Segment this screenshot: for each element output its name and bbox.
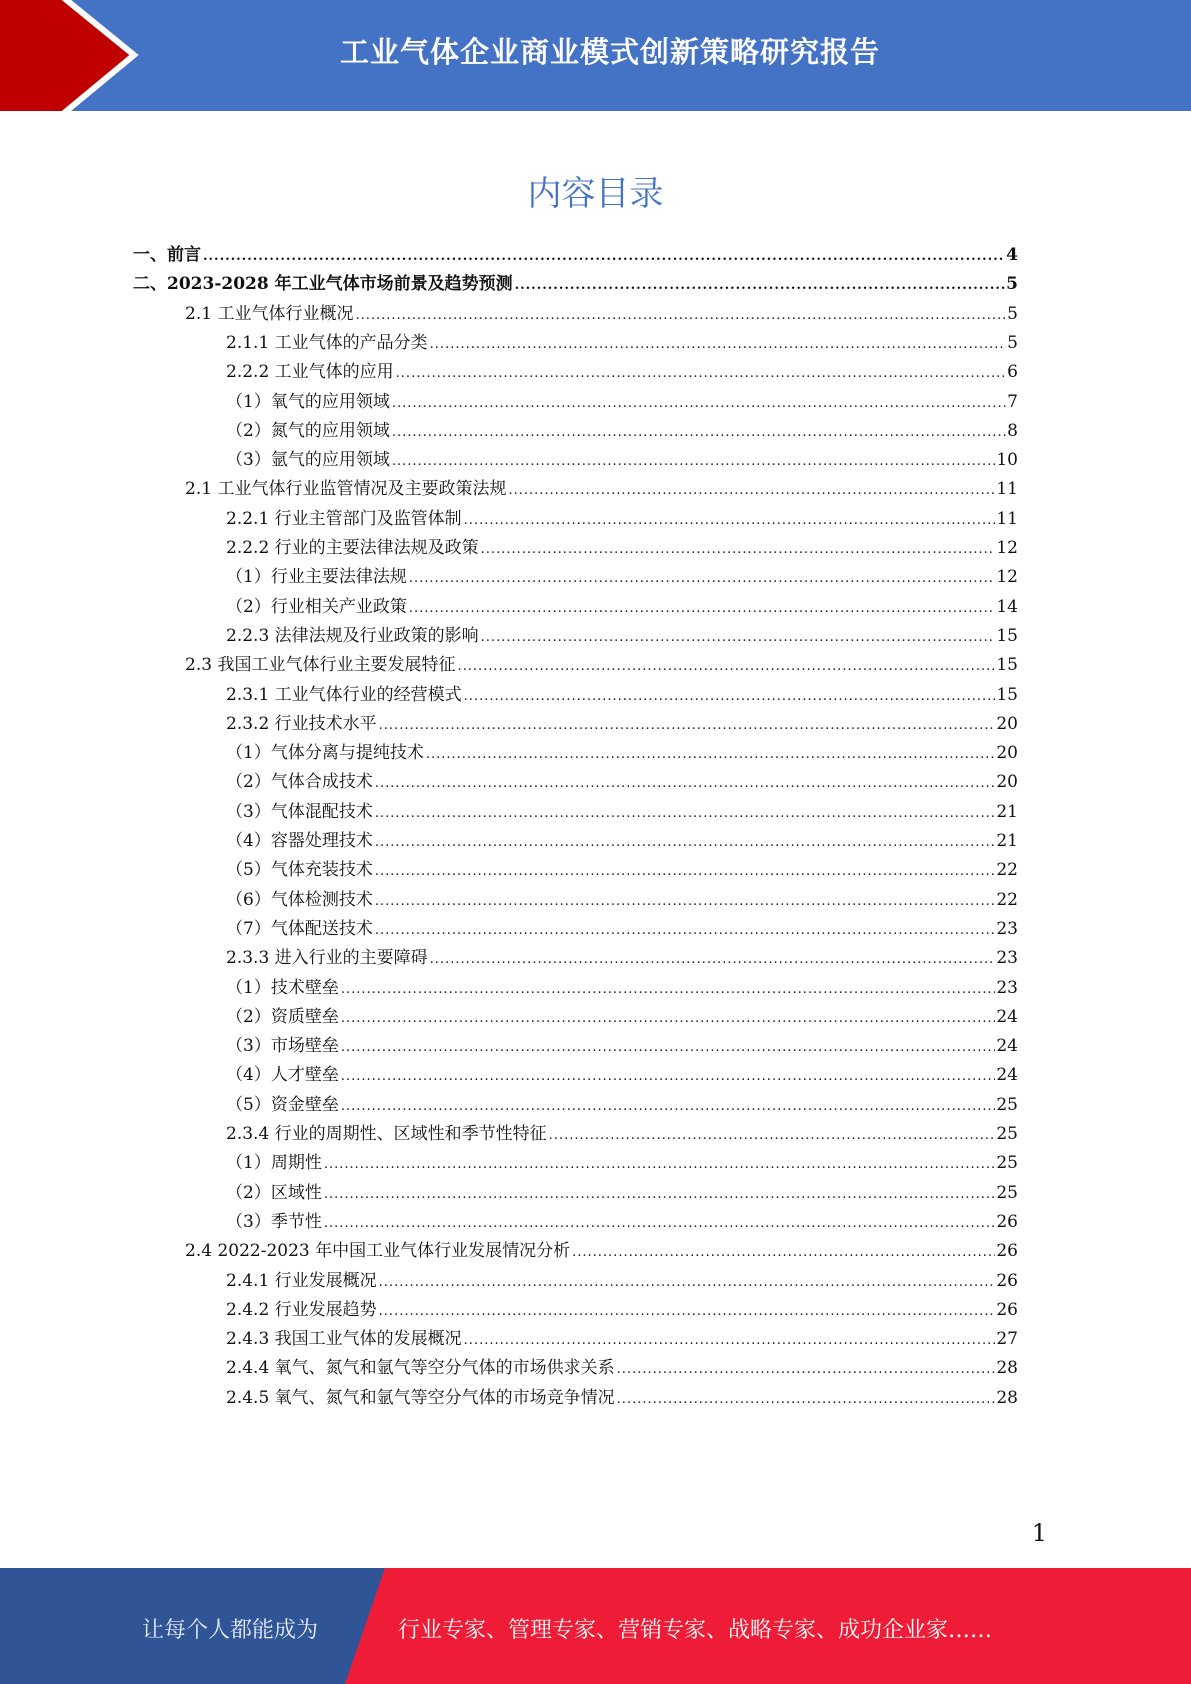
toc-entry[interactable] (226, 943, 1018, 972)
toc-entry-label: （3）季节性 (226, 1211, 322, 1232)
toc-entry[interactable] (226, 621, 1018, 650)
toc-entry-label: 2.4.3 我国工业气体的发展概况 (226, 1329, 462, 1350)
toc-entry[interactable] (226, 1031, 1018, 1060)
toc-entry-label: 2.1.1 工业气体的产品分类 (226, 332, 428, 353)
toc-entry[interactable] (226, 533, 1018, 562)
toc-entry-page: 15 (996, 655, 1018, 676)
leader-dots (375, 923, 996, 938)
toc-entry[interactable] (226, 1178, 1018, 1207)
toc-entry[interactable] (226, 826, 1018, 855)
leader-dots (375, 806, 996, 821)
toc-entry[interactable] (185, 1236, 1018, 1265)
toc-entry-page: 23 (996, 948, 1018, 969)
toc-entry-label: 2.3.1 工业气体行业的经营模式 (226, 684, 462, 705)
toc-entry-label: （1）周期性 (226, 1153, 322, 1174)
toc-entry-page: 25 (996, 1124, 1018, 1144)
toc-entry-page: 21 (996, 831, 1018, 851)
toc-entry[interactable] (133, 240, 1018, 269)
toc-entry-page: 5 (1006, 274, 1018, 295)
toc-entry-page: 6 (1007, 362, 1018, 383)
toc-entry-label: 2.4.1 行业发展概况 (226, 1270, 377, 1291)
toc-entry-page: 4 (1006, 245, 1018, 265)
toc-entry[interactable] (226, 1207, 1018, 1236)
toc-entry-label: （2）氮气的应用领域 (226, 420, 390, 441)
toc-entry-page: 26 (996, 1270, 1018, 1291)
leader-dots (324, 1216, 996, 1231)
toc-entry[interactable] (226, 914, 1018, 943)
leader-dots (572, 1245, 995, 1260)
toc-entry-page: 28 (996, 1387, 1018, 1408)
toc-entry[interactable] (226, 1353, 1018, 1382)
toc-entry-label: （2）行业相关产业政策 (226, 596, 407, 617)
toc-entry-page: 20 (996, 743, 1018, 764)
toc-entry[interactable] (226, 738, 1018, 767)
toc-entry[interactable] (226, 885, 1018, 914)
toc-entry-label: 2.3 我国工业气体行业主要发展特征 (185, 655, 456, 676)
leader-dots (549, 1128, 996, 1143)
toc-entry[interactable] (226, 709, 1018, 738)
toc-entry-label: 2.3.4 行业的周期性、区域性和季节性特征 (226, 1124, 547, 1144)
leader-dots (464, 689, 996, 704)
toc-entry-label: （4）容器处理技术 (226, 831, 373, 851)
toc-entry[interactable] (226, 1060, 1018, 1089)
leader-dots (379, 1275, 996, 1290)
toc-entry-page: 25 (996, 1094, 1018, 1115)
leader-dots (375, 776, 996, 791)
toc-entry-page: 24 (996, 1006, 1018, 1027)
toc-entry[interactable] (226, 592, 1018, 621)
leader-dots (396, 366, 1007, 381)
toc-entry-page: 5 (1007, 303, 1018, 324)
toc-entry-page: 15 (996, 625, 1018, 646)
toc-entry-label: 2.4 2022-2023 年中国工业气体行业发展情况分析 (185, 1241, 571, 1262)
leader-dots (617, 1392, 996, 1407)
toc-entry[interactable] (226, 973, 1018, 1002)
leader-dots (341, 1099, 996, 1114)
leader-dots (430, 337, 1007, 352)
toc-entry[interactable] (226, 1295, 1018, 1324)
leader-dots (515, 278, 1006, 293)
toc-entry[interactable] (226, 562, 1018, 591)
toc-title: 内容目录 (527, 174, 664, 214)
toc-entry[interactable] (226, 1148, 1018, 1177)
toc-entry-label: 2.2.2 工业气体的应用 (226, 362, 394, 383)
toc-entry-label: 2.3.3 进入行业的主要障碍 (226, 948, 428, 969)
toc-entry-page: 12 (996, 567, 1018, 588)
leader-dots (508, 483, 995, 498)
toc-entry-page: 26 (996, 1211, 1018, 1232)
toc-entry-label: （6）气体检测技术 (226, 889, 373, 910)
leader-dots (355, 308, 1006, 323)
toc-entry-label: 二、2023-2028 年工业气体市场前景及趋势预测 (133, 274, 513, 295)
leader-dots (464, 1333, 996, 1348)
toc-entry-label: 一、前言 (133, 245, 201, 265)
toc-entry-page: 21 (996, 801, 1018, 822)
toc-entry-label: 2.3.2 行业技术水平 (226, 713, 377, 734)
toc-entry[interactable] (226, 1324, 1018, 1353)
toc-entry-label: （1）技术壁垒 (226, 977, 339, 998)
toc-entry[interactable] (133, 269, 1018, 298)
toc-entry-page: 10 (996, 450, 1018, 471)
leader-dots (375, 864, 996, 879)
toc-entry-page: 11 (996, 479, 1018, 500)
leader-dots (617, 1362, 996, 1377)
toc-entry-page: 20 (996, 713, 1018, 734)
toc-entry-page: 23 (996, 918, 1018, 939)
toc-entry-page: 25 (996, 1182, 1018, 1203)
toc-entry-label: （5）资金壁垒 (226, 1094, 339, 1115)
leader-dots (379, 1304, 996, 1319)
toc-entry-page: 24 (996, 1065, 1018, 1086)
toc-entry-page: 22 (996, 889, 1018, 910)
toc-entry-label: （1）氧气的应用领域 (226, 391, 390, 412)
leader-dots (481, 630, 996, 645)
toc-entry-page: 25 (996, 1153, 1018, 1174)
toc-entry[interactable] (226, 767, 1018, 796)
toc-entry-label: 2.2.3 法律法规及行业政策的影响 (226, 625, 479, 646)
toc-entry-page: 7 (1007, 391, 1018, 412)
toc-entry-label: （7）气体配送技术 (226, 918, 373, 939)
leader-dots (457, 659, 995, 674)
toc-entry-page: 14 (996, 596, 1018, 617)
toc-entry-page: 27 (996, 1329, 1018, 1350)
toc-entry[interactable] (185, 650, 1018, 679)
toc-entry-label: （3）市场壁垒 (226, 1036, 339, 1057)
leader-dots (324, 1157, 996, 1172)
toc-entry[interactable] (226, 416, 1018, 445)
toc-entry-label: 2.2.2 行业的主要法律法规及政策 (226, 538, 479, 558)
toc-entry-label: 2.4.2 行业发展趋势 (226, 1299, 377, 1320)
toc-entry[interactable] (226, 1119, 1018, 1148)
toc-entry-page: 15 (996, 684, 1018, 705)
leader-dots (341, 1040, 996, 1055)
leader-dots (341, 982, 996, 997)
toc-entry-label: 2.1 工业气体行业概况 (185, 303, 354, 324)
toc-entry-page: 11 (996, 508, 1018, 529)
toc-entry[interactable] (226, 1002, 1018, 1031)
toc-entry-page: 12 (996, 538, 1018, 558)
toc-entry-page: 26 (996, 1241, 1018, 1262)
toc-entry[interactable] (226, 855, 1018, 884)
toc-entry-page: 23 (996, 977, 1018, 998)
leader-dots (379, 718, 996, 733)
toc-entry[interactable] (226, 680, 1018, 709)
report-title: 工业气体企业商业模式创新策略研究报告 (339, 35, 880, 69)
toc-entry[interactable] (226, 387, 1018, 416)
toc-entry-page: 20 (996, 772, 1018, 793)
toc-entry-label: （2）资质壁垒 (226, 1006, 339, 1027)
toc-entry-page: 26 (996, 1299, 1018, 1320)
toc-entry[interactable] (226, 328, 1018, 357)
toc-entry-page: 8 (1007, 420, 1018, 441)
toc-entry[interactable] (185, 474, 1018, 503)
leader-dots (409, 571, 996, 586)
page-number: 1 (1031, 1519, 1047, 1547)
toc-entry-label: 2.1 工业气体行业监管情况及主要政策法规 (185, 479, 507, 500)
leader-dots (375, 894, 996, 909)
leader-dots (341, 1069, 996, 1084)
toc-entry-label: （2）气体合成技术 (226, 772, 373, 793)
toc-entry-label: 2.4.4 氧气、氮气和氩气等空分气体的市场供求关系 (226, 1358, 615, 1379)
toc-entry-label: （3）气体混配技术 (226, 801, 373, 822)
leader-dots (324, 1187, 996, 1202)
toc-entry[interactable] (226, 797, 1018, 826)
page-footer (0, 1568, 1191, 1684)
toc-entry[interactable] (226, 504, 1018, 533)
footer-slogan-right: 行业专家、管理专家、营销专家、战略专家、成功企业家…… (398, 1618, 993, 1643)
leader-dots (341, 1011, 996, 1026)
leader-dots (375, 835, 996, 850)
toc-entry-page: 28 (996, 1358, 1018, 1379)
leader-dots (426, 747, 996, 762)
chevron-logo-icon (0, 0, 200, 111)
toc-entry[interactable] (226, 445, 1018, 474)
toc-entry[interactable] (226, 357, 1018, 386)
leader-dots (392, 396, 1006, 411)
leader-dots (430, 952, 996, 967)
toc-entry-label: （1）行业主要法律法规 (226, 567, 407, 588)
toc-entry-label: 2.4.5 氧气、氮气和氩气等空分气体的市场竞争情况 (226, 1387, 615, 1408)
toc-entry[interactable] (185, 299, 1018, 328)
toc-entry-page: 24 (996, 1036, 1018, 1057)
toc-entry-label: （3）氩气的应用领域 (226, 450, 390, 471)
leader-dots (481, 542, 996, 557)
leader-dots (392, 425, 1006, 440)
leader-dots (409, 601, 996, 616)
toc-entry-page: 22 (996, 860, 1018, 881)
toc-entry-label: 2.2.1 行业主管部门及监管体制 (226, 508, 462, 529)
leader-dots (203, 249, 1005, 264)
toc-entry-page: 5 (1007, 332, 1018, 353)
toc-entry-label: （4）人才壁垒 (226, 1065, 339, 1086)
toc-entry[interactable] (226, 1383, 1018, 1412)
leader-dots (392, 454, 996, 469)
page-header (0, 0, 1191, 111)
toc-entry[interactable] (226, 1090, 1018, 1119)
toc-entry-label: （5）气体充装技术 (226, 860, 373, 881)
toc-entry[interactable] (226, 1266, 1018, 1295)
toc-entry-label: （2）区域性 (226, 1182, 322, 1203)
leader-dots (464, 513, 996, 528)
footer-slogan-left: 让每个人都能成为 (142, 1618, 319, 1643)
toc-entry-label: （1）气体分离与提纯技术 (226, 743, 424, 764)
